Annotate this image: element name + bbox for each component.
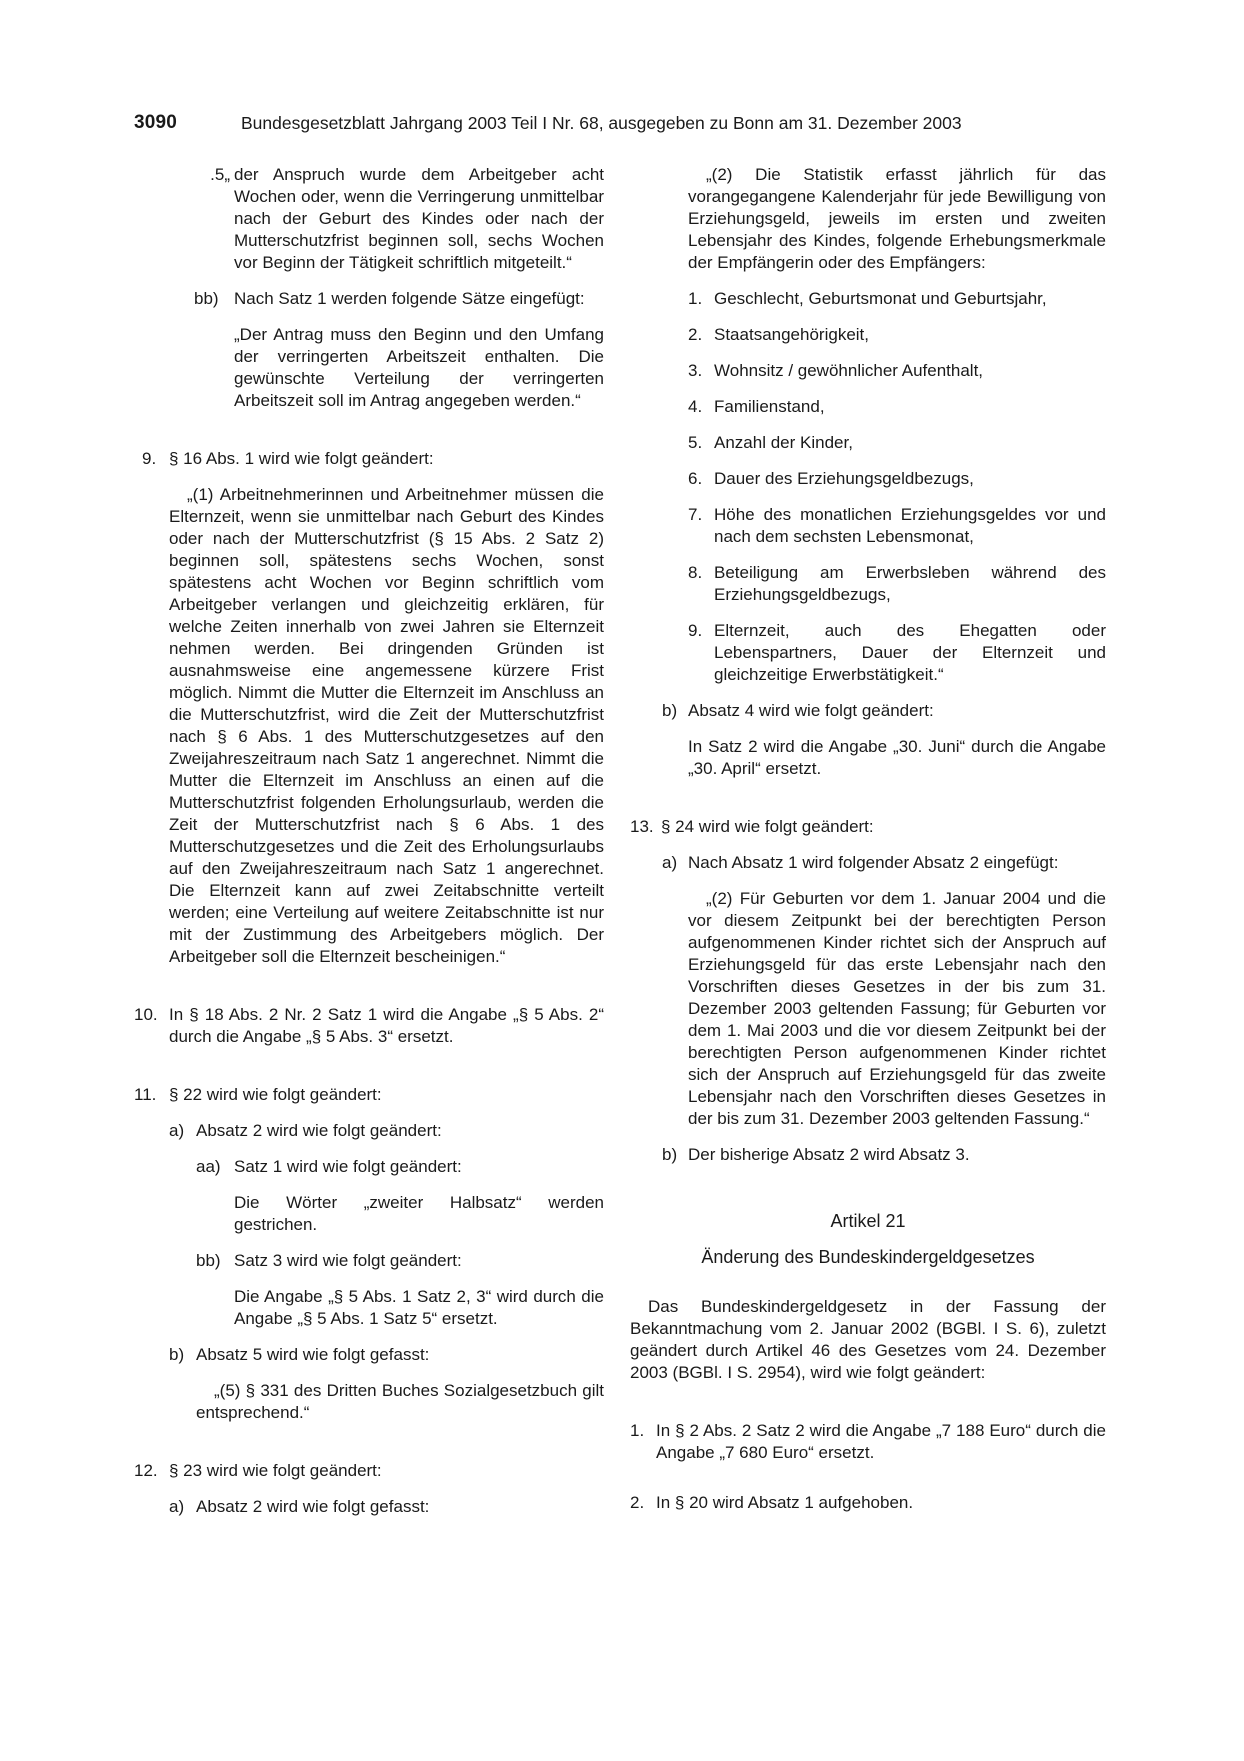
item-text: der Anspruch wurde dem Arbeitgeber acht Wochen oder, wenn die Verringerung unmittelbar nach der Geburt des Kindes oder nach der Mutterschutzfrist beginnen soll, sechs Wochen vor Beginn der Tätigkeit schriftlich mitgeteilt.“ xyxy=(234,165,604,272)
subitem-a xyxy=(630,852,1106,874)
item-number: b) xyxy=(662,701,678,720)
quote-text: „(2) Die Statistik erfasst jährlich für das vorangegangene Kalenderjahr für jede Bewilligung von Erziehungsgeld, jeweils im ersten und zweiten Lebensjahr des Kindes, folgende Erhebungsmerkmale der Empfängerin oder des Empfängers: xyxy=(688,165,1106,272)
item-number: 12. xyxy=(134,1461,158,1480)
gazette-title: Bundesgesetzblatt Jahrgang 2003 Teil I Nr. 68, ausgegeben zu Bonn am 31. Dezember 2003 xyxy=(241,113,962,133)
list-item xyxy=(688,396,1106,418)
item-number: 11. xyxy=(134,1085,157,1104)
item-number: 1. xyxy=(688,289,703,308)
item-text: Elternzeit, auch des Ehegatten oder Lebenspartners, Dauer der Elternzeit und gleichzeitige Erwerbstätigkeit.“ xyxy=(714,621,1106,684)
statistics-list xyxy=(630,288,1106,686)
list-item xyxy=(688,620,1106,686)
item-text: Staatsangehörigkeit, xyxy=(714,325,869,344)
item-number: b) xyxy=(169,1345,185,1364)
body-text: In Satz 2 wird die Angabe „30. Juni“ durch die Angabe „30. April“ ersetzt. xyxy=(688,737,1106,778)
subitem-a xyxy=(134,1496,604,1518)
item-text: Satz 1 wird wie folgt geändert: xyxy=(234,1157,462,1176)
item-text: In § 18 Abs. 2 Nr. 2 Satz 1 wird die Angabe „§ 5 Abs. 2“ durch die Angabe „§ 5 Abs. 3“ ersetzt. xyxy=(169,1005,604,1046)
item-number: 4. xyxy=(688,397,703,416)
item-text: Absatz 4 wird wie folgt geändert: xyxy=(688,701,934,720)
item-number: 2. xyxy=(630,1493,645,1512)
item-text: Dauer des Erziehungsgeldbezugs, xyxy=(714,469,974,488)
list-item xyxy=(688,288,1106,310)
item-text: Nach Satz 1 werden folgende Sätze eingefügt: xyxy=(234,289,585,308)
item-text: § 23 wird wie folgt geändert: xyxy=(169,1461,382,1480)
item-number: bb) xyxy=(194,289,219,308)
item-text: § 22 wird wie folgt geändert: xyxy=(169,1085,382,1104)
item-number: 9. xyxy=(688,621,703,640)
article-item-2 xyxy=(630,1492,1106,1514)
item-text: Nach Absatz 1 wird folgender Absatz 2 eingefügt: xyxy=(688,853,1059,872)
item-text: Höhe des monatlichen Erziehungsgeldes vor und nach dem sechsten Lebensmonat, xyxy=(714,505,1106,546)
list-item-13 xyxy=(630,816,1106,838)
item-text: Familienstand, xyxy=(714,397,825,416)
item-text: § 16 Abs. 1 wird wie folgt geändert: xyxy=(169,449,434,468)
quoted-item-5: „5. der Anspruch wurde dem Arbeitgeber acht Wochen oder, wenn die Verringerung unmittelbar nach der Geburt des Kindes oder nach der Mutterschutzfrist beginnen soll, sechs Wochen vor Beginn der Tätigkeit schriftlich mitgeteilt.“ xyxy=(210,165,604,272)
item-number: 7. xyxy=(688,505,703,524)
item-number: 10. xyxy=(134,1005,158,1024)
list-item xyxy=(688,324,1106,346)
body-text: Die Angabe „§ 5 Abs. 1 Satz 2, 3“ wird durch die Angabe „§ 5 Abs. 1 Satz 5“ ersetzt. xyxy=(234,1287,604,1328)
item-number: 9. xyxy=(142,449,157,468)
article-intro: Das Bundeskindergeldgesetz in der Fassung der Bekanntmachung vom 2. Januar 2002 (BGBl. I S. 6), zuletzt geändert durch Artikel 46 des Gesetzes vom 24. Dezember 2003 (BGBl. I S. 2954), wird wie folgt geändert: xyxy=(630,1297,1106,1382)
item-text: Anzahl der Kinder, xyxy=(714,433,853,452)
item-text: § 24 wird wie folgt geändert: xyxy=(661,817,874,836)
list-item xyxy=(688,432,1106,454)
list-item xyxy=(688,504,1106,548)
item-number: 13. xyxy=(630,817,654,836)
list-item-11 xyxy=(134,1084,604,1106)
list-item-12 xyxy=(134,1460,604,1482)
quote-text: „(2) Für Geburten vor dem 1. Januar 2004 und die vor diesem Zeitpunkt bei der berechtigten Person aufgenommenen Kinder richtet sich der Anspruch auf Erziehungsgeld für das erste Lebensjahr nach den Vorschriften dieses Gesetzes in der bis zum 31. Dezember 2003 geltenden Fassung; für Geburten vor dem 1. Mai 2003 und die vor diesem Zeitpunkt bei der berechtigten Person aufgenommenen Kinder richtet sich der Anspruch auf Erziehungsgeld für das zweite Lebensjahr nach den Vorschriften dieses Gesetzes in der bis zum 31. Dezember 2003 geltenden Fassung.“ xyxy=(688,889,1106,1128)
article-item-1 xyxy=(630,1420,1106,1464)
list-item xyxy=(688,562,1106,606)
subitem-b xyxy=(134,1344,604,1366)
subitem-bb xyxy=(134,288,604,310)
subitem-b xyxy=(630,1144,1106,1166)
page-header xyxy=(134,112,1124,140)
item-text: Absatz 2 wird wie folgt gefasst: xyxy=(196,1497,430,1516)
right-column xyxy=(630,164,1106,1514)
item-number: bb) xyxy=(196,1251,221,1270)
item-number: a) xyxy=(662,853,678,872)
item-number: b) xyxy=(662,1145,678,1164)
quote-text: „(5) § 331 des Dritten Buches Sozialgesetzbuch gilt entsprechend.“ xyxy=(196,1381,604,1422)
item-number: 3. xyxy=(688,361,703,380)
list-item xyxy=(688,360,1106,382)
item-number: 5. xyxy=(688,433,703,452)
item-text: Satz 3 wird wie folgt geändert: xyxy=(234,1251,462,1270)
subitem-aa xyxy=(134,1156,604,1178)
article-subtitle: Änderung des Bundeskindergeldgesetzes xyxy=(701,1247,1035,1267)
list-item-9 xyxy=(134,448,604,470)
item-text: Absatz 2 wird wie folgt geändert: xyxy=(196,1121,442,1140)
item-text: Absatz 5 wird wie folgt gefasst: xyxy=(196,1345,430,1364)
list-item-10 xyxy=(134,1004,604,1048)
item-number: 8. xyxy=(688,563,703,582)
item-text: In § 20 wird Absatz 1 aufgehoben. xyxy=(656,1493,914,1512)
subitem-a xyxy=(134,1120,604,1142)
item-number: 2. xyxy=(688,325,703,344)
item-number: 1. xyxy=(630,1421,645,1440)
list-item xyxy=(688,468,1106,490)
left-column xyxy=(134,164,604,1518)
page-number: 3090 xyxy=(134,112,178,133)
item-text: Der bisherige Absatz 2 wird Absatz 3. xyxy=(688,1145,970,1164)
item-text: Wohnsitz / gewöhnlicher Aufenthalt, xyxy=(714,361,984,380)
article-title: Artikel 21 xyxy=(830,1211,906,1231)
item-number: a) xyxy=(169,1497,185,1516)
item-number: aa) xyxy=(196,1157,221,1176)
item-number: 6. xyxy=(688,469,703,488)
subitem-b xyxy=(630,700,1106,722)
item-text: In § 2 Abs. 2 Satz 2 wird die Angabe „7 188 Euro“ durch die Angabe „7 680 Euro“ ersetzt. xyxy=(656,1421,1106,1462)
body-text: Die Wörter „zweiter Halbsatz“ werden gestrichen. xyxy=(234,1193,604,1234)
item-number: a) xyxy=(169,1121,185,1140)
item-text: Geschlecht, Geburtsmonat und Geburtsjahr, xyxy=(714,289,1047,308)
subitem-bb-2 xyxy=(134,1250,604,1272)
item-text: Beteiligung am Erwerbsleben während des Erziehungsgeldbezugs, xyxy=(714,563,1106,604)
quote-text: „Der Antrag muss den Beginn und den Umfang der verringerten Arbeitszeit enthalten. Die gewünschte Verteilung der verringerten Arbeitszeit soll im Antrag angegeben werden.“ xyxy=(234,325,604,410)
quote-text: „(1) Arbeitnehmerinnen und Arbeitnehmer müssen die Elternzeit, wenn sie unmittelbar nach Geburt des Kindes oder nach der Mutterschutzfrist (§ 15 Abs. 2 Satz 2) beginnen soll, spätestens sechs Wochen, sonst spätestens acht Wochen vor Beginn schriftlich vom Arbeitgeber verlangen und gleichzeitig erklären, für welche Zeiten innerhalb von zwei Jahren sie Elternzeit nehmen werden. Bei dringenden Gründen ist ausnahmsweise eine angemessene kürzere Frist möglich. Nimmt die Mutter die Elternzeit im Anschluss an die Mutterschutzfrist, wird die Zeit der Mutterschutzfrist nach § 6 Abs. 1 des Mutterschutzgesetzes auf den Zweijahreszeitraum nach Satz 1 angerechnet. Nimmt die Mutter die Elternzeit im Anschluss an einen auf die Mutterschutzfrist folgenden Erholungsurlaub, werden die Zeit der Mutterschutzfrist nach § 6 Abs. 1 des Mutterschutzgesetzes und die Zeit des Erholungsurlaubs auf den Zweijahreszeitraum nach Satz 1 angerechnet. Die Elternzeit kann auf zwei Zeitabschnitte verteilt werden; eine Verteilung auf weitere Zeitabschnitte ist nur mit der Zustimmung des Arbeitgebers möglich. Der Arbeitgeber soll die Elternzeit bescheinigen.“ xyxy=(169,485,604,966)
